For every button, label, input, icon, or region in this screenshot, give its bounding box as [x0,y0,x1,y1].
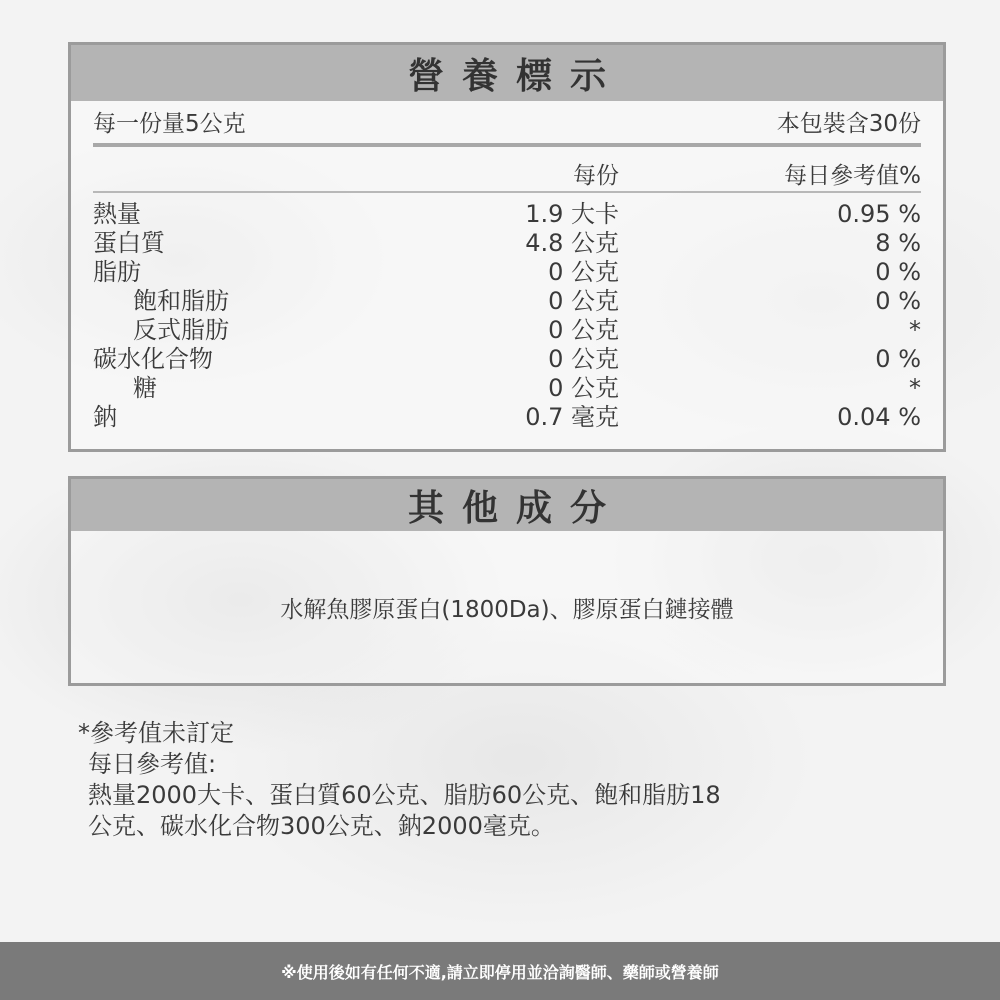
nutrient-rows [93,200,921,432]
nutrient-row [93,287,921,316]
serving-size: 每一份量5公克 [93,110,246,137]
nutrient-amount: 4.8 公克 [525,229,619,257]
nutrient-amount: 0 公克 [548,345,619,373]
nutrient-pct: * [909,374,921,402]
other-ingredients-panel [68,476,946,686]
nutrient-row [93,403,921,432]
divider [93,143,921,147]
footnote-daily-value-line: 公克、碳水化合物300公克、鈉2000毫克。 [88,812,555,840]
divider [93,191,921,193]
nutrient-row [93,374,921,403]
nutrient-amount: 0 公克 [548,316,619,344]
nutrient-pct: * [909,316,921,344]
footnotes [78,718,721,842]
nutrient-row [93,345,921,374]
nutrient-name: 熱量 [93,200,141,228]
nutrient-name: 飽和脂肪 [133,287,229,315]
nutrient-pct: 0.95 % [837,200,921,228]
serving-info [93,103,921,139]
nutrient-pct: 0 % [875,345,921,373]
other-ingredients-title: 其他成分 [71,479,943,531]
nutrient-pct: 0 % [875,287,921,315]
nutrient-amount: 0.7 毫克 [525,403,619,431]
nutrient-amount: 1.9 大卡 [525,200,619,228]
nutrient-name: 碳水化合物 [93,345,213,373]
nutrient-name: 脂肪 [93,258,141,286]
nutrient-amount: 0 公克 [548,287,619,315]
footnote-daily-value-line: 熱量2000大卡、蛋白質60公克、脂肪60公克、飽和脂肪18 [88,781,721,809]
nutrient-name: 反式脂肪 [133,316,229,344]
nutrient-name: 糖 [133,374,157,402]
nutrient-name: 蛋白質 [93,229,165,257]
nutrition-title: 營養標示 [71,45,943,101]
col-per-serving: 每份 [573,163,619,189]
nutrition-facts-panel [68,42,946,452]
nutrient-pct: 0.04 % [837,403,921,431]
nutrient-name: 鈉 [93,403,117,431]
servings-per-pack: 本包裝含30份 [776,110,921,137]
nutrient-row [93,229,921,258]
nutrient-row [93,258,921,287]
nutrient-pct: 8 % [875,229,921,257]
warning-footer [0,942,1000,1000]
nutrient-row [93,200,921,229]
nutrient-row [93,316,921,345]
nutrient-pct: 0 % [875,258,921,286]
col-daily-value: 每日參考值% [784,163,921,189]
nutrient-amount: 0 公克 [548,374,619,402]
ingredients-text: 水解魚膠原蛋白(1800Da)、膠原蛋白鏈接體 [280,597,734,623]
footnote-daily-value-heading: 每日參考值: [88,750,217,778]
column-headers [93,153,921,189]
footnote-undefined: *參考值未訂定 [78,719,234,747]
warning-text: ※使用後如有任何不適,請立即停用並洽詢醫師、藥師或營養師 [281,962,719,982]
nutrient-amount: 0 公克 [548,258,619,286]
